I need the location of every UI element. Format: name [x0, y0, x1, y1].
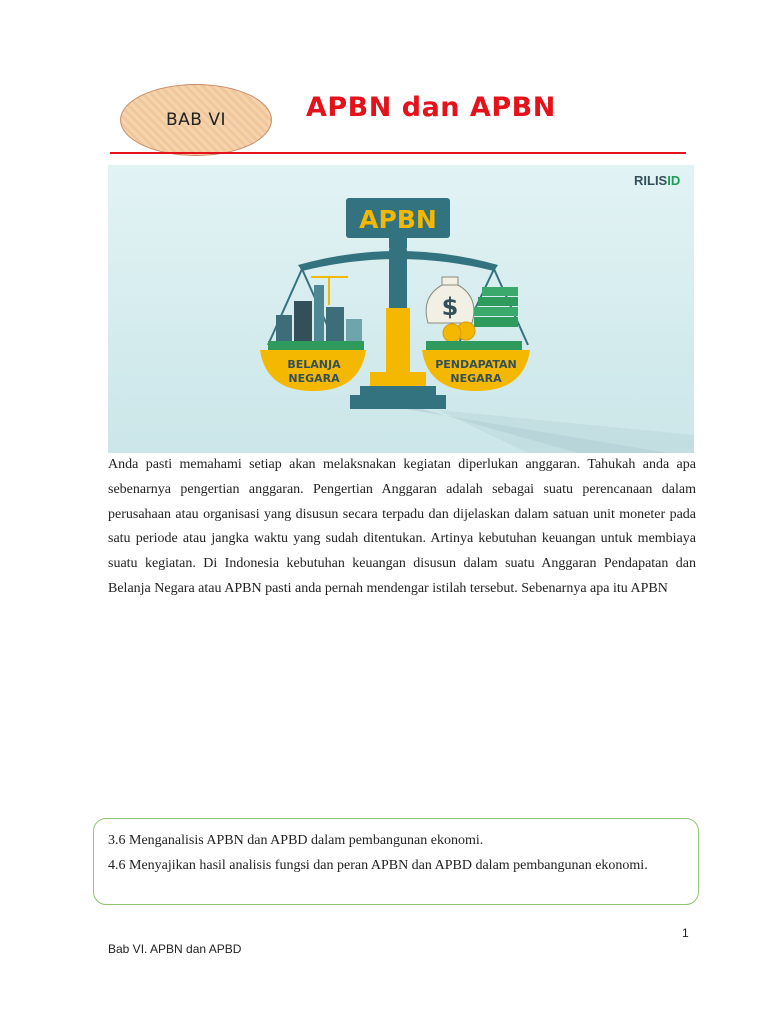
apbn-balance-illustration — [108, 165, 694, 453]
watermark-logo: RILISID — [634, 173, 681, 188]
svg-text:APBN: APBN — [359, 205, 437, 234]
intro-paragraph: Anda pasti memahami setiap akan melaksnakan kegiatan diperlukan anggaran. Tahukah anda apa sebenarnya pengertian anggaran. Pengertian Anggaran adalah sebagai suatu perencanaan dalam perusahaan atau organisasi yang disusun secara terpadu dan dijelaskan dalam satuan unit moneter pada satu periode atau jangka waktu yang sudah ditentukan. Artinya kebutuhan keuangan untuk membiaya suatu kegiatan. Di Indonesia kebutuhan keuangan disusun dalam suatu Anggaran Pendapatan dan Belanja Negara atau APBN pasti anda pernah mendengar istilah tersebut. Sebenarnya apa itu APBN — [108, 457, 696, 596]
chapter-badge — [120, 84, 272, 156]
svg-text:$: $ — [441, 293, 459, 321]
svg-text:BELANJA: BELANJA — [287, 358, 341, 371]
title-divider — [110, 152, 686, 154]
page-title: APBN dan APBN — [306, 92, 556, 123]
page-footer: Bab VI. APBN dan APBD — [108, 942, 242, 956]
svg-text:NEGARA: NEGARA — [450, 372, 502, 385]
competency-item: 4.6 Menyajikan hasil analisis fungsi dan peran APBN dan APBD dalam pembangunan ekonomi. — [108, 858, 648, 873]
chapter-label: BAB VI — [165, 110, 226, 130]
svg-text:NEGARA: NEGARA — [288, 372, 340, 385]
competency-item: 3.6 Menganalisis APBN dan APBD dalam pembangunan ekonomi. — [108, 833, 484, 848]
svg-text:PENDAPATAN: PENDAPATAN — [435, 358, 517, 371]
scale-column — [386, 308, 410, 378]
competency-box — [93, 818, 699, 905]
page-number: 1 — [682, 926, 689, 940]
